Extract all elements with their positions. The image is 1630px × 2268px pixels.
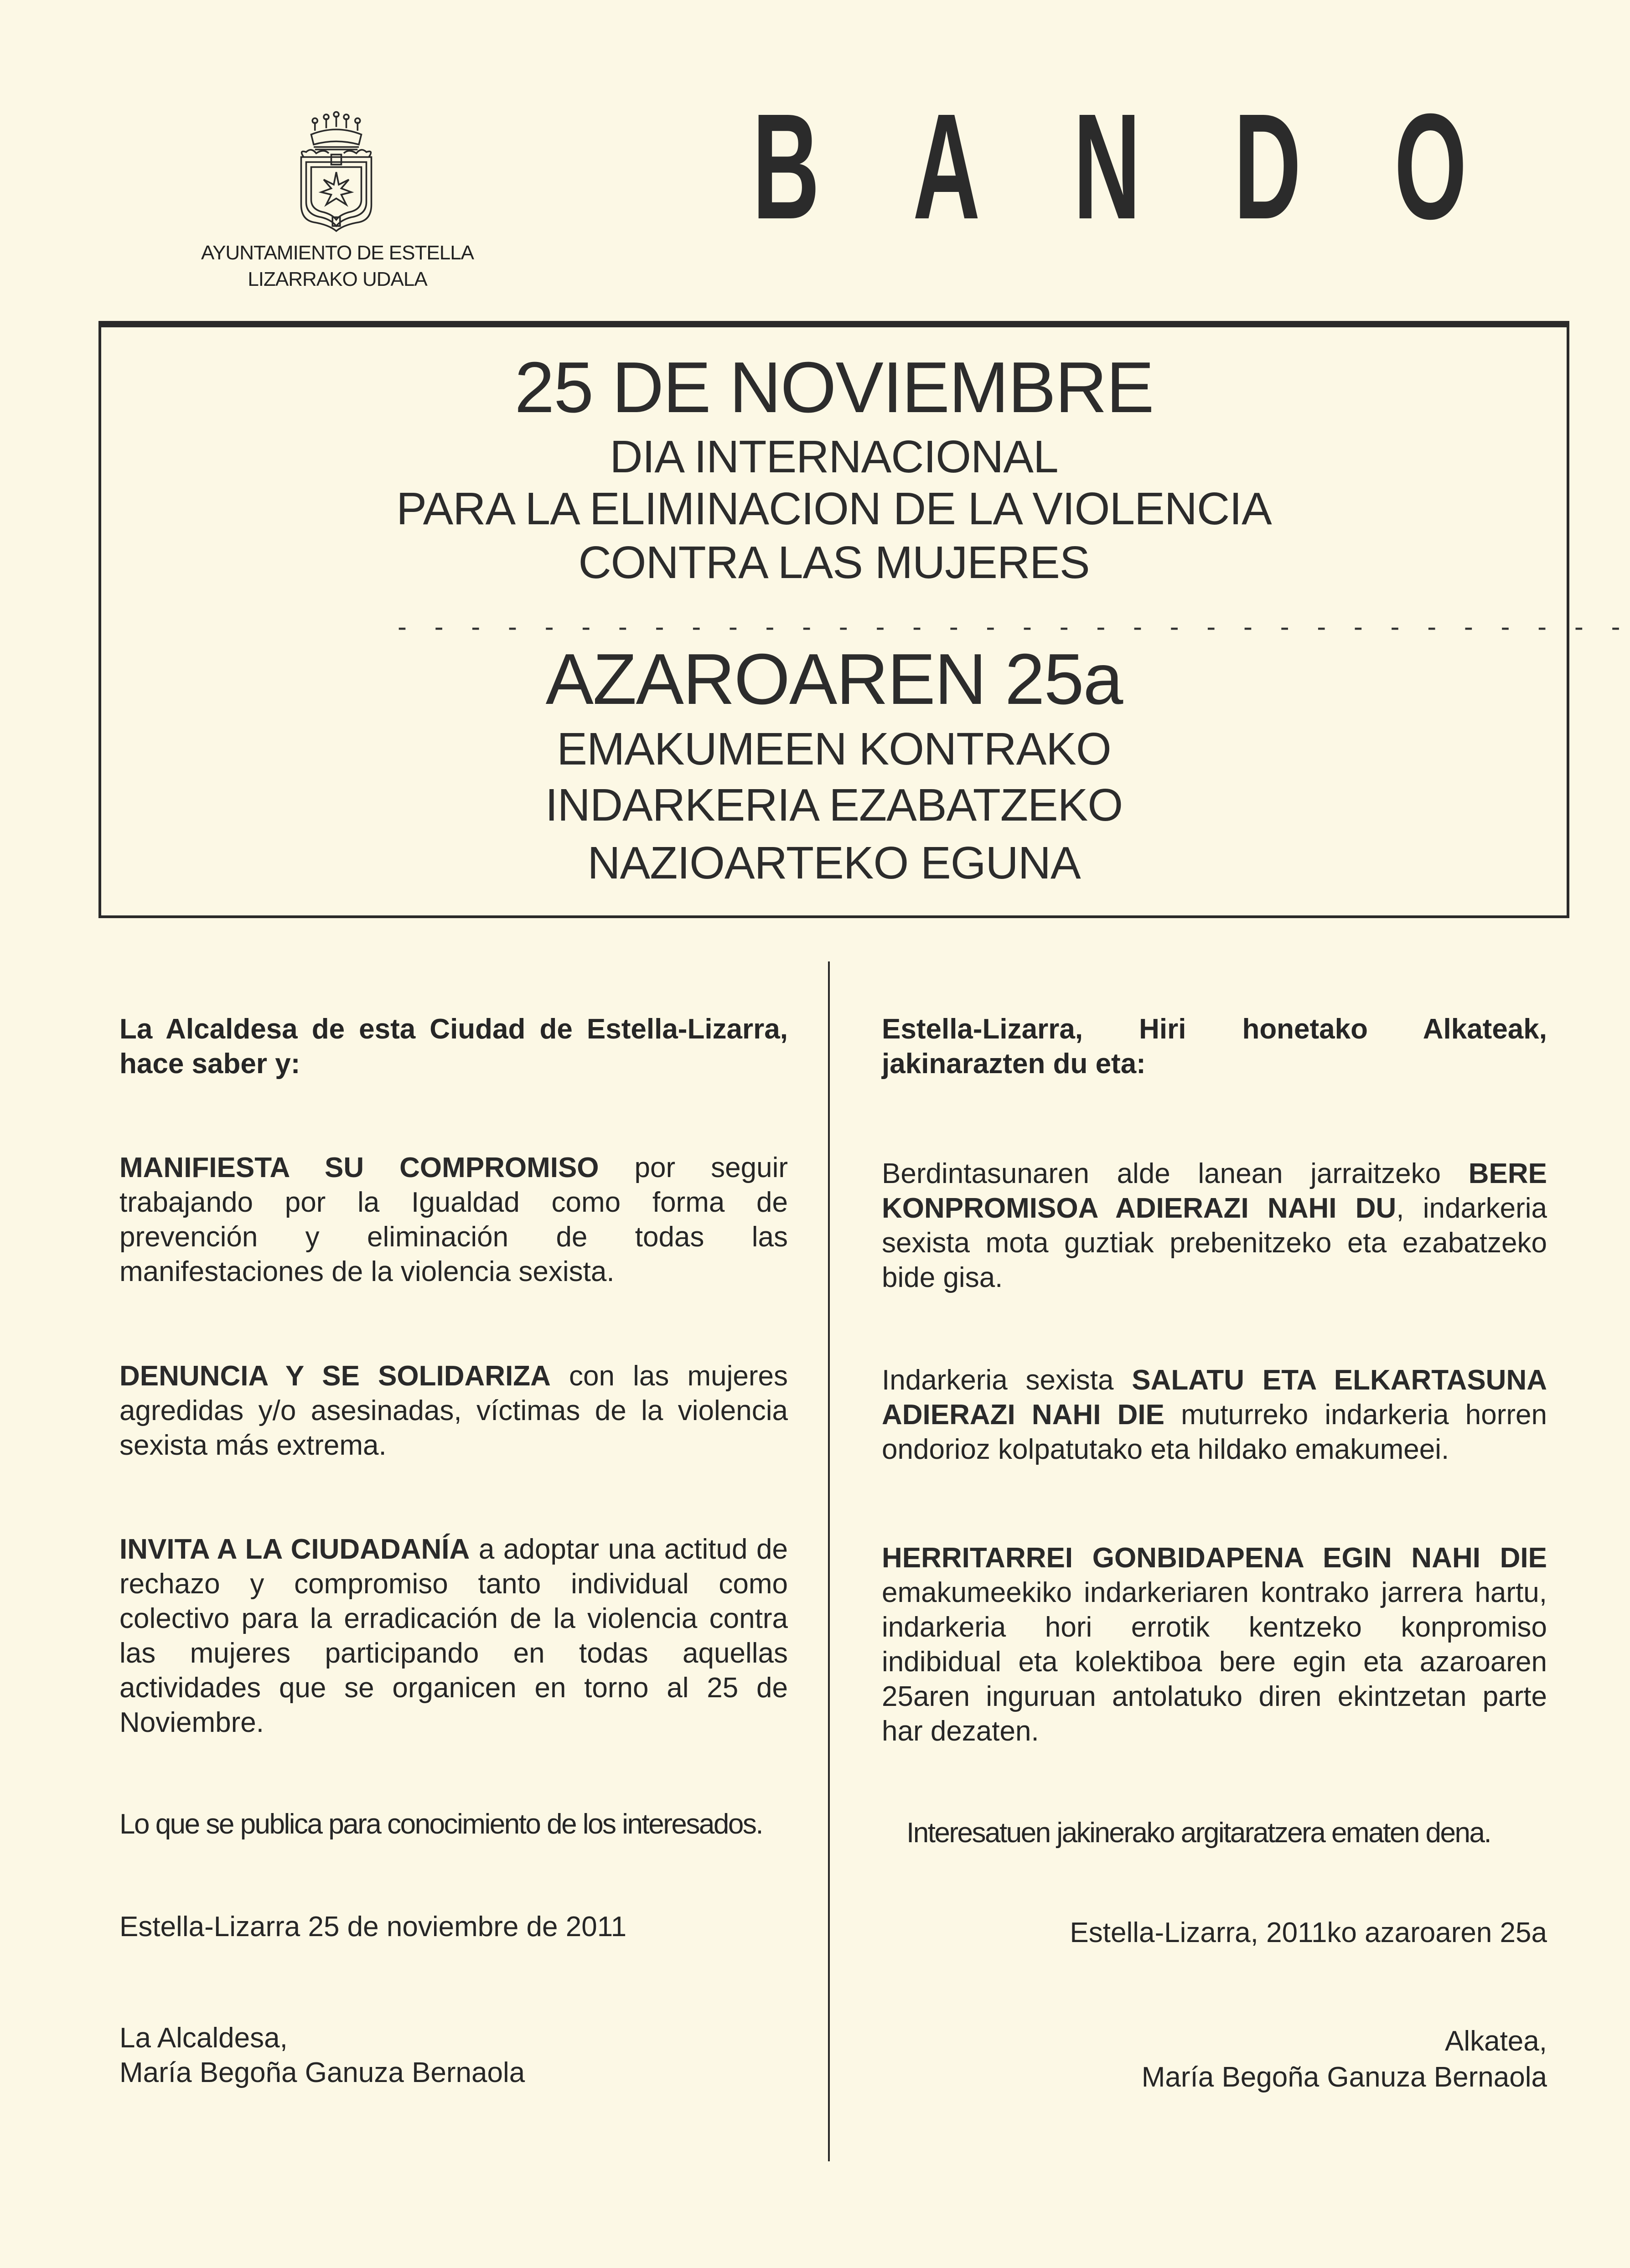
- spanish-date: Estella-Lizarra 25 de noviembre de 2011: [119, 1911, 627, 1943]
- paragraph-text: Berdintasunaren alde lanean jarraitzeko: [882, 1158, 1469, 1189]
- org-name-spanish: AYUNTAMIENTO DE ESTELLA: [201, 242, 474, 264]
- bold-lead: MANIFIESTA SU COMPROMISO: [119, 1152, 599, 1183]
- spanish-signer-title: La Alcaldesa,: [119, 2022, 288, 2054]
- basque-publication-note: Interesatuen jakinerako argitaratzera ematen dena.: [906, 1817, 1491, 1849]
- column-divider: [828, 961, 830, 2161]
- paragraph-text: con las mujeres agredidas y/o asesinadas, víctimas de la violencia sexista más extrema.: [119, 1360, 788, 1461]
- spanish-paragraph-denounce: [119, 1359, 788, 1463]
- spanish-title-line-2: PARA LA ELIMINACION DE LA VIOLENCIA: [396, 483, 1272, 534]
- paragraph-text: , indarkeria sexista mota guztiak prebenitzeko eta ezabatzeko bide gisa.: [882, 1193, 1547, 1293]
- basque-date: Estella-Lizarra, 2011ko azaroaren 25a: [1070, 1917, 1547, 1948]
- bold-lead: DENUNCIA Y SE SOLIDARIZA: [119, 1360, 551, 1392]
- basque-signer-name: María Begoña Ganuza Bernaola: [1141, 2061, 1547, 2093]
- spanish-publication-note: Lo que se publica para conocimiento de los interesados.: [119, 1808, 763, 1840]
- paragraph-text: por seguir trabajando por la Igualdad como forma de prevención y eliminación de todas las manifestaciones de la violencia sexista.: [119, 1152, 788, 1287]
- basque-paragraph-denounce: [882, 1363, 1547, 1467]
- paragraph-text: emakumeekiko indarkeriaren kontrako jarrera hartu, indarkeria hori errotik kentzeko konpromiso indibidual eta kolektiboa bere egin eta azaroaren 25aren inguruan antolatuko diren ekintzetan parte har dezaten.: [882, 1577, 1547, 1747]
- paragraph-text: Indarkeria sexista: [882, 1364, 1132, 1396]
- bold-phrase: SALATU ETA ELKARTASUNA ADIERAZI NAHI DIE: [882, 1364, 1547, 1431]
- bando-letter: N: [1073, 82, 1141, 250]
- bold-lead: HERRITARREI GONBIDAPENA EGIN NAHI DIE: [882, 1542, 1547, 1574]
- bando-letter: D: [1234, 82, 1301, 250]
- dashed-separator: - - - - - - - - - - - - - - - - - - - - - - - - - - - - - - - - - -: [398, 611, 1630, 642]
- bando-letter: A: [913, 82, 980, 250]
- bando-title: [752, 82, 1555, 250]
- basque-paragraph-commitment: [882, 1157, 1547, 1295]
- spanish-title-line-3: CONTRA LAS MUJERES: [578, 537, 1090, 588]
- basque-title-line-3: NAZIOARTEKO EGUNA: [587, 837, 1081, 889]
- spanish-date-heading: 25 DE NOVIEMBRE: [514, 347, 1154, 428]
- basque-paragraph-invite: [882, 1541, 1547, 1749]
- bold-lead: INVITA A LA CIUDADANÍA: [119, 1534, 470, 1565]
- bold-phrase: BERE KONPROMISOA ADIERAZI NAHI DU: [882, 1158, 1547, 1224]
- basque-date-heading: AZAROAREN 25a: [545, 639, 1123, 719]
- spanish-paragraph-commitment: [119, 1151, 788, 1289]
- bando-letter: O: [1394, 82, 1467, 250]
- basque-title-line-1: EMAKUMEEN KONTRAKO: [557, 723, 1111, 775]
- basque-signer-title: Alkatea,: [1444, 2025, 1547, 2057]
- paragraph-text: a adoptar una actitud de rechazo y compromiso tanto individual como colectivo para la erradicación de la violencia contra las mujeres participando en todas aquellas actividades que se organicen en torno al 25 de Noviembre.: [119, 1534, 788, 1738]
- spanish-paragraph-invite: [119, 1532, 788, 1740]
- basque-title-line-2: INDARKERIA EZABATZEKO: [545, 780, 1123, 831]
- paragraph-text: muturreko indarkeria horren ondorioz kolpatutako eta hildako emakumeei.: [882, 1399, 1547, 1465]
- coat-of-arms-icon: [274, 106, 399, 233]
- basque-intro: Estella-Lizarra, Hiri honetako Alkateak, jakinarazten du eta:: [882, 1013, 1547, 1080]
- spanish-signer-name: María Begoña Ganuza Bernaola: [119, 2057, 525, 2088]
- spanish-title-line-1: DIA INTERNACIONAL: [610, 431, 1058, 482]
- spanish-intro: La Alcaldesa de esta Ciudad de Estella-Lizarra, hace saber y:: [119, 1013, 788, 1080]
- org-name-basque: LIZARRAKO UDALA: [248, 268, 427, 290]
- bando-letter: B: [752, 82, 820, 250]
